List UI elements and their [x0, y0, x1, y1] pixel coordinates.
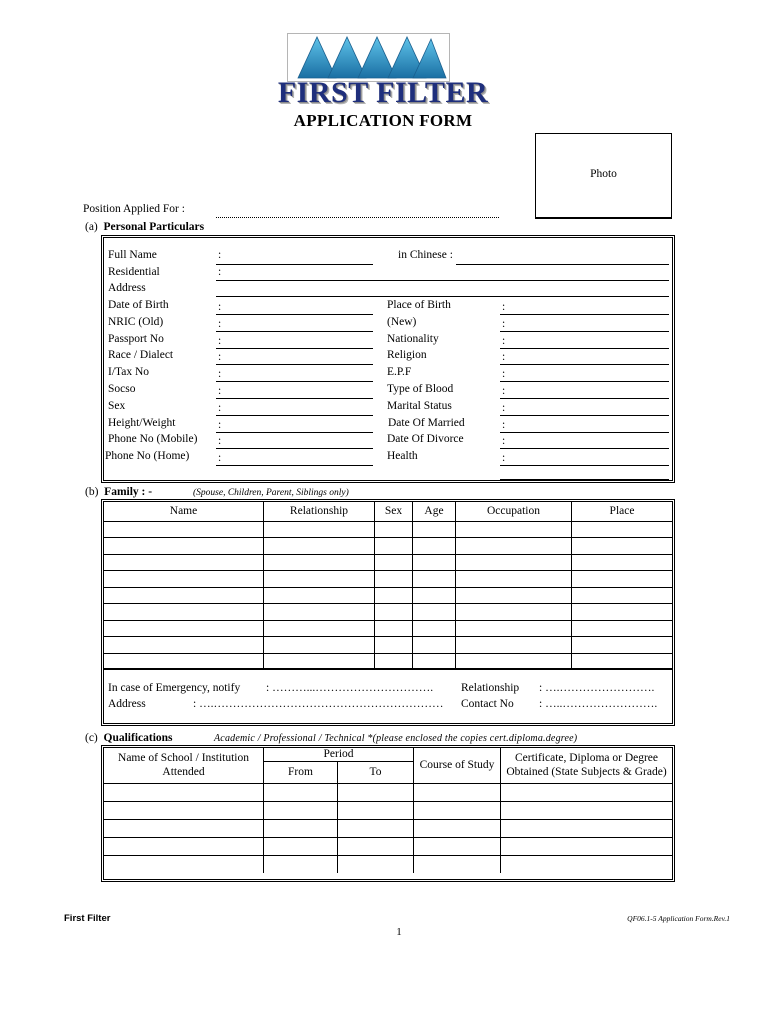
right-field-input[interactable]: [500, 432, 669, 433]
right-field-input[interactable]: [500, 364, 669, 365]
table-cell[interactable]: [375, 521, 413, 537]
table-cell[interactable]: [501, 837, 673, 855]
table-cell[interactable]: [456, 537, 572, 554]
contact-label: Contact No: [461, 698, 514, 710]
col-relationship: Relationship: [264, 502, 375, 521]
table-cell[interactable]: [338, 855, 414, 873]
emergency-address-label: Address: [108, 698, 146, 710]
right-field-input[interactable]: [500, 348, 669, 349]
footer-company: First Filter: [64, 913, 111, 924]
family-box: [101, 499, 675, 726]
table-row: [104, 653, 672, 669]
address-field-1[interactable]: [216, 280, 669, 281]
table-cell[interactable]: [413, 537, 456, 554]
col-name: Name: [104, 502, 264, 521]
label-right-field: Date Of Divorce: [387, 433, 464, 446]
label-left-field: I/Tax No: [108, 366, 150, 379]
table-cell[interactable]: [375, 636, 413, 653]
table-cell[interactable]: [264, 620, 375, 636]
colon: :: [218, 334, 222, 347]
triangles-logo-icon: [288, 34, 449, 81]
table-row: [104, 554, 672, 570]
colon: :: [218, 351, 222, 364]
family-heading: [85, 486, 152, 498]
table-cell[interactable]: [572, 587, 673, 603]
table-cell[interactable]: [104, 554, 264, 570]
label-address: Address: [108, 282, 146, 294]
qualifications-note: Academic / Professional / Technical *(please enclosed the copies cert.diploma.degree): [214, 733, 578, 744]
table-cell[interactable]: [456, 636, 572, 653]
table-cell[interactable]: [264, 801, 338, 819]
table-cell[interactable]: [456, 620, 572, 636]
table-cell[interactable]: [501, 855, 673, 873]
left-field-input[interactable]: [216, 448, 373, 449]
qualifications-heading: [85, 732, 173, 744]
table-cell[interactable]: [264, 521, 375, 537]
label-left-field: Phone No (Mobile): [108, 433, 198, 446]
position-label: Position Applied For :: [83, 203, 185, 215]
colon: :: [502, 334, 506, 347]
table-cell[interactable]: [338, 783, 414, 801]
table-cell[interactable]: [104, 636, 264, 653]
table-cell[interactable]: [104, 837, 264, 855]
colon: :: [502, 452, 506, 465]
left-field-input[interactable]: [216, 314, 373, 315]
address-field-2[interactable]: [216, 296, 669, 297]
table-cell[interactable]: [264, 587, 375, 603]
table-row: [104, 521, 672, 537]
table-cell[interactable]: [264, 603, 375, 620]
col-course: Course of Study: [414, 748, 501, 783]
emergency-field[interactable]: : ………...………………………….: [266, 682, 434, 694]
colon: :: [502, 317, 506, 330]
colon: :: [218, 317, 222, 330]
col-occupation: Occupation: [456, 502, 572, 521]
col-place: Place: [572, 502, 673, 521]
table-cell[interactable]: [375, 653, 413, 669]
table-cell[interactable]: [104, 801, 264, 819]
colon: :: [502, 418, 506, 431]
table-header-row: [104, 502, 672, 521]
colon: :: [502, 368, 506, 381]
label-residential: Residential: [108, 266, 160, 278]
table-cell[interactable]: [572, 570, 673, 587]
label-right-field: E.P.F: [387, 366, 412, 379]
table-cell[interactable]: [338, 801, 414, 819]
table-cell[interactable]: [264, 783, 338, 801]
footer-form-code: QF06.1-5 Application Form.Rev.1: [627, 914, 730, 923]
table-cell[interactable]: [413, 521, 456, 537]
right-field-input[interactable]: [500, 415, 669, 416]
chinese-name-field[interactable]: [456, 264, 669, 265]
table-cell[interactable]: [375, 537, 413, 554]
personal-particulars-box: [101, 235, 675, 483]
label-right-field: Marital Status: [387, 399, 452, 412]
extra-field-input[interactable]: [500, 479, 669, 480]
section-marker: (a): [85, 221, 98, 233]
section-title: Qualifications: [103, 732, 173, 744]
table-cell[interactable]: [264, 653, 375, 669]
brand-name: FIRST FILTER: [277, 76, 489, 109]
table-cell[interactable]: [456, 554, 572, 570]
colon: :: [218, 266, 222, 278]
table-cell[interactable]: [413, 570, 456, 587]
table-cell[interactable]: [456, 521, 572, 537]
table-cell[interactable]: [375, 587, 413, 603]
table-cell[interactable]: [413, 587, 456, 603]
section-title: Family : -: [104, 486, 153, 498]
table-cell[interactable]: [572, 636, 673, 653]
family-note: (Spouse, Children, Parent, Siblings only): [193, 488, 349, 498]
colon: :: [218, 401, 222, 414]
table-row: [104, 620, 672, 636]
left-field-input[interactable]: [216, 364, 373, 365]
table-cell[interactable]: [264, 636, 375, 653]
table-row: [104, 801, 672, 819]
label-left-field: Race / Dialect: [108, 349, 174, 362]
table-cell[interactable]: [456, 603, 572, 620]
label-left-field: Sex: [108, 399, 126, 412]
table-cell[interactable]: [413, 653, 456, 669]
table-row: [104, 570, 672, 587]
right-field-input[interactable]: [500, 381, 669, 382]
left-field-input[interactable]: [216, 398, 373, 399]
table-cell[interactable]: [264, 554, 375, 570]
col-school: Name of School / Institution Attended: [104, 748, 264, 783]
table-cell[interactable]: [338, 819, 414, 837]
qualifications-body: [104, 783, 672, 873]
colon: :: [502, 351, 506, 364]
table-cell[interactable]: [572, 653, 673, 669]
table-row: [104, 537, 672, 554]
form-title: APPLICATION FORM: [293, 111, 473, 130]
col-from: From: [264, 761, 338, 783]
table-row: [104, 587, 672, 603]
table-cell[interactable]: [572, 537, 673, 554]
label-in-chinese: in Chinese :: [398, 249, 453, 261]
colon: :: [502, 301, 506, 313]
left-field-input[interactable]: [216, 465, 373, 466]
colon: :: [218, 301, 222, 313]
left-field-input[interactable]: [216, 331, 373, 332]
colon: :: [218, 418, 222, 431]
col-period: Period: [264, 748, 414, 761]
label-left-field: Socso: [108, 383, 136, 395]
colon: :: [502, 385, 506, 397]
colon: :: [218, 435, 222, 448]
label-left-field: Date of Birth: [108, 299, 169, 311]
relationship-field[interactable]: : ….…………………….: [539, 682, 655, 694]
table-row: [104, 855, 672, 873]
relationship-label: Relationship: [461, 682, 520, 694]
table-cell[interactable]: [104, 521, 264, 537]
table-row: [104, 819, 672, 837]
label-right-field: Date Of Married: [388, 416, 465, 429]
table-cell[interactable]: [501, 783, 673, 801]
table-cell[interactable]: [456, 587, 572, 603]
table-cell[interactable]: [413, 603, 456, 620]
section-title: Personal Particulars: [103, 221, 205, 233]
qualifications-box: [101, 745, 675, 882]
right-field-input[interactable]: [500, 398, 669, 399]
table-cell[interactable]: [414, 783, 501, 801]
position-field[interactable]: [216, 217, 499, 218]
table-cell[interactable]: [375, 620, 413, 636]
table-cell[interactable]: [456, 653, 572, 669]
table-cell[interactable]: [413, 620, 456, 636]
table-cell[interactable]: [413, 554, 456, 570]
table-cell[interactable]: [264, 537, 375, 554]
table-cell[interactable]: [456, 570, 572, 587]
table-cell[interactable]: [104, 855, 264, 873]
table-cell[interactable]: [375, 554, 413, 570]
table-cell[interactable]: [572, 620, 673, 636]
col-age: Age: [413, 502, 456, 521]
col-certificate: Certificate, Diploma or Degree Obtained (State Subjects & Grade): [501, 748, 673, 783]
emergency-address-field[interactable]: : ….……………………………………………………: [193, 698, 444, 710]
left-field-input[interactable]: [216, 348, 373, 349]
table-cell[interactable]: [264, 819, 338, 837]
emergency-label: In case of Emergency, notify: [108, 682, 241, 694]
table-row: [104, 837, 672, 855]
colon: :: [502, 435, 506, 448]
table-cell[interactable]: [104, 783, 264, 801]
label-right-field: Place of Birth: [387, 299, 451, 311]
photo-box[interactable]: [535, 133, 672, 219]
right-field-input[interactable]: [500, 331, 669, 332]
table-cell[interactable]: [104, 537, 264, 554]
table-cell[interactable]: [572, 554, 673, 570]
table-cell[interactable]: [375, 603, 413, 620]
table-cell[interactable]: [572, 603, 673, 620]
family-table: [104, 502, 672, 670]
section-marker: (c): [85, 732, 98, 744]
label-full-name: Full Name: [108, 249, 157, 261]
full-name-field[interactable]: [216, 264, 373, 265]
page-number: 1: [396, 926, 402, 938]
table-cell[interactable]: [501, 819, 673, 837]
table-cell[interactable]: [572, 521, 673, 537]
table-cell[interactable]: [375, 570, 413, 587]
table-cell[interactable]: [104, 570, 264, 587]
left-field-input[interactable]: [216, 381, 373, 382]
table-cell[interactable]: [264, 570, 375, 587]
table-cell[interactable]: [414, 801, 501, 819]
colon: :: [218, 452, 222, 465]
table-cell[interactable]: [104, 819, 264, 837]
label-right-field: Type of Blood: [387, 383, 454, 395]
qualifications-table: [104, 748, 672, 873]
table-cell[interactable]: [414, 837, 501, 855]
table-cell[interactable]: [104, 587, 264, 603]
label-left-field: Phone No (Home): [105, 450, 190, 463]
family-body: [104, 521, 672, 669]
logo: [287, 33, 450, 82]
table-cell[interactable]: [338, 837, 414, 855]
label-right-field: Nationality: [387, 332, 439, 345]
table-row: [104, 636, 672, 653]
table-row: [104, 783, 672, 801]
section-marker: (b): [85, 486, 99, 498]
right-field-input[interactable]: [500, 465, 669, 466]
table-cell[interactable]: [104, 653, 264, 669]
right-field-input[interactable]: [500, 314, 669, 315]
colon: :: [218, 368, 222, 381]
left-field-input[interactable]: [216, 415, 373, 416]
label-left-field: Height/Weight: [108, 416, 176, 429]
colon: :: [502, 401, 506, 414]
col-sex: Sex: [375, 502, 413, 521]
table-cell[interactable]: [104, 620, 264, 636]
colon: :: [218, 249, 222, 261]
col-to: To: [338, 761, 414, 783]
table-cell[interactable]: [264, 837, 338, 855]
table-cell[interactable]: [264, 855, 338, 873]
right-field-input[interactable]: [500, 448, 669, 449]
personal-heading: [85, 221, 204, 233]
label-right-field: (New): [387, 315, 417, 328]
contact-field[interactable]: : …..…………………….: [539, 698, 658, 710]
photo-label: Photo: [590, 168, 617, 180]
label-right-field: Religion: [387, 349, 427, 362]
table-cell[interactable]: [501, 801, 673, 819]
colon: :: [218, 385, 222, 397]
table-header-row: [104, 748, 672, 761]
table-cell[interactable]: [414, 819, 501, 837]
label-right-field: Health: [387, 450, 418, 463]
table-cell[interactable]: [413, 636, 456, 653]
table-row: [104, 603, 672, 620]
left-field-input[interactable]: [216, 432, 373, 433]
label-left-field: Passport No: [108, 332, 164, 345]
label-left-field: NRIC (Old): [108, 315, 164, 328]
table-cell[interactable]: [414, 855, 501, 873]
table-cell[interactable]: [104, 603, 264, 620]
